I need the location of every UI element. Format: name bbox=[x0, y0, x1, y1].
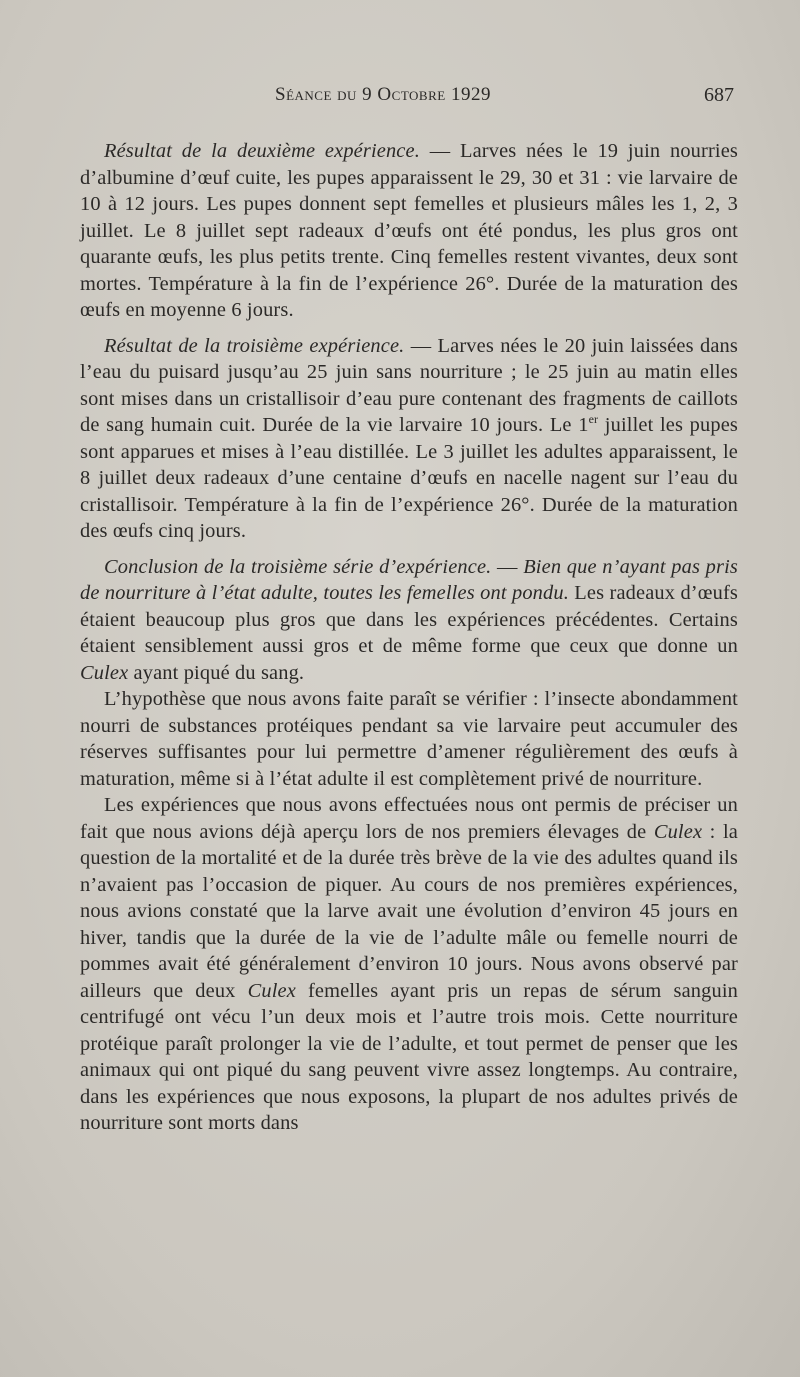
paragraph-hypothesis bbox=[80, 686, 738, 792]
genus-name: Culex bbox=[247, 979, 296, 1002]
paragraph-text: L’hypothèse que nous avons faite paraît se vérifier : l’insecte abondamment nourri de substances protéiques pendant sa vie larvaire peut accumuler des réserves suffisantes pour lui permettre d’amener régulièrement des œufs à maturation, même si à l’état adulte il est complètement privé de nourriture. bbox=[80, 688, 738, 790]
paragraph-text: Les expériences que nous avons effectuées nous ont permis de préciser un fait que nous avions déjà aperçu lors de nos premiers élevages de bbox=[80, 794, 738, 843]
running-title: Séance du 9 Octobre 1929 bbox=[275, 84, 491, 105]
paragraph-text: — Larves nées le 20 juin laissées dans l’eau du puisard jusqu’au 25 juin sans nourriture ; le 25 juin au matin elles sont mises dans un cristallisoir d’eau pure contenant des fragments de caillots de sang humain cuit. Durée de la vie larvaire 10 jours. Le 1 bbox=[80, 334, 738, 436]
paragraph-text: Les radeaux d’œufs étaient beaucoup plus gros que dans les expériences précédentes. Certains étaient sensiblement aussi gros et de même forme que ceux que donne un bbox=[80, 582, 738, 657]
paragraph-third-experiment-result bbox=[80, 333, 738, 545]
paragraph-lead: Résultat de la deuxième expérience. bbox=[104, 140, 420, 162]
genus-name: Culex bbox=[80, 661, 129, 684]
genus-name: Culex bbox=[653, 820, 703, 843]
page-number: 687 bbox=[704, 84, 734, 106]
paragraph-text: ayant piqué du sang. bbox=[128, 661, 305, 684]
body-text bbox=[80, 138, 738, 1137]
paragraph-text: femelles ayant pris un repas de sérum sanguin centrifugé ont vécu l’un deux mois et l’autre trois mois. Cette nourriture protéique paraît prolonger la vie de l’adulte, et tout permet de penser que les animaux qui ont piqué du sang peuvent vivre assez longtemps. Au contraire, dans les expériences que nous exposons, la plupart de nos adultes privés de nourriture sont morts dans bbox=[80, 979, 738, 1134]
ordinal-superscript: er bbox=[588, 412, 599, 427]
paragraph-experiments bbox=[80, 792, 738, 1137]
page-header bbox=[80, 84, 740, 114]
paragraph-lead: Conclusion de la troisième série d’expérience. bbox=[104, 555, 492, 578]
paragraph-conclusion bbox=[80, 554, 738, 687]
paragraph-text: juillet les pupes sont apparues et mises à l’eau distillée. Le 3 juillet les adultes apparaissent, le 8 juillet deux radeaux d’une centaine d’œufs en nacelle nagent sur l’eau du cristallisoir. Température à la fin de l’expérience 26°. Durée de la maturation des œufs cinq jours. bbox=[80, 414, 738, 542]
paragraph-lead-emphasis: Bien que n’ayant pas pris de nourriture à l’état adulte, toutes les femelles ont pondu. bbox=[80, 555, 738, 604]
paragraph-second-experiment-result bbox=[80, 138, 738, 324]
paragraph-dash: — bbox=[491, 555, 524, 578]
paragraph-text: : la question de la mortalité et de la durée très brève de la vie des adultes quand ils n’avaient pas l’occasion de piquer. Au cours de nos premières expériences, nous avions constaté que la larve avait une évolution d’environ 45 jours en hiver, tandis que la durée de la vie de l’adulte mâle ou femelle nourri de pommes avait été généralement d’environ 10 jours. Nous avons observé par ailleurs que deux bbox=[80, 820, 738, 1002]
paragraph-lead: Résultat de la troisième expérience. bbox=[104, 334, 405, 357]
paragraph-text: — Larves nées le 19 juin nourries d’albumine d’œuf cuite, les pupes apparaissent le 29, 30 et 31 : vie larvaire de 10 à 12 jours. Les pupes donnent sept femelles et plusieurs mâles les 1, 2, 3 juillet. Le 8 juillet sept radeaux d’œufs ont été pondus, les plus gros ont quarante œufs, les plus petits trente. Cinq femelles restent vivantes, deux sont mortes. Température à la fin de l’expérience 26°. Durée de la maturation des œufs en moyenne 6 jours. bbox=[80, 140, 738, 321]
